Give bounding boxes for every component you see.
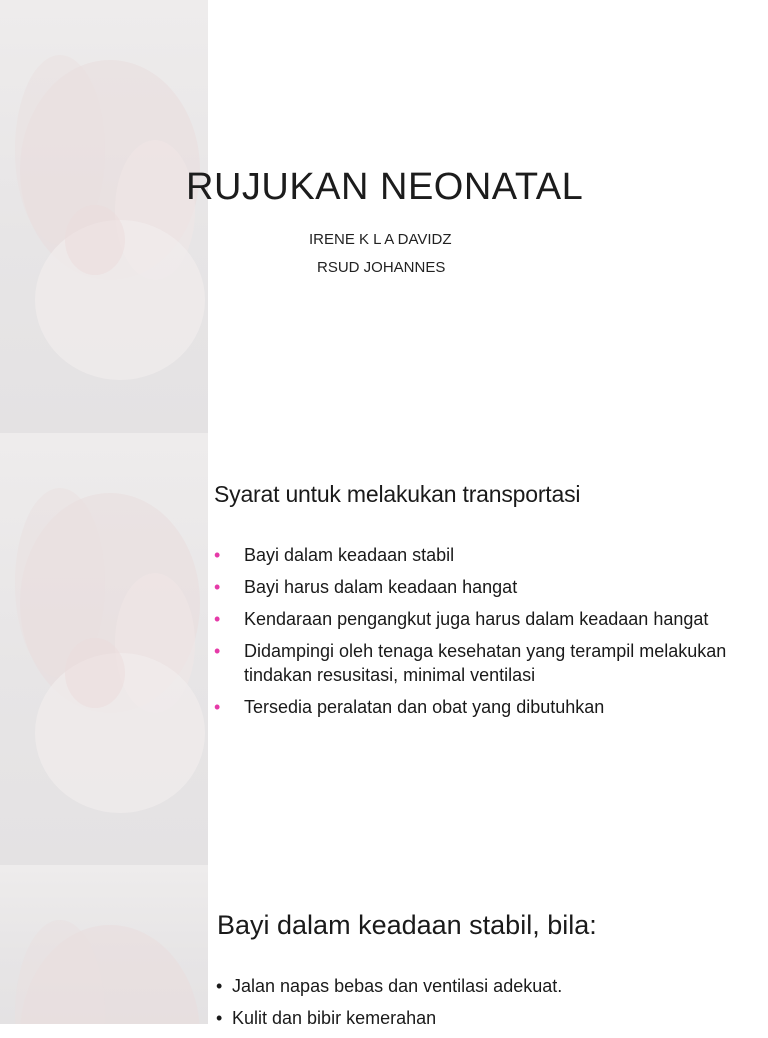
section-heading: Bayi dalam keadaan stabil, bila: bbox=[217, 910, 597, 940]
hands-holding-baby-feet-image bbox=[0, 0, 208, 433]
list-item: • Didampingi oleh tenaga kesehatan yang terampil melakukan tindakan resusitasi, minimal ventilasi bbox=[214, 641, 727, 685]
bullet-icon: • bbox=[214, 545, 221, 565]
stability-criteria-list bbox=[216, 974, 756, 1038]
bullet-icon: • bbox=[216, 976, 223, 996]
list-item: • Tersedia peralatan dan obat yang dibutuhkan bbox=[214, 697, 605, 717]
slide-1 bbox=[0, 0, 768, 433]
bullet-icon: • bbox=[214, 641, 221, 661]
bullet-icon: • bbox=[214, 609, 221, 629]
section-heading: Syarat untuk melakukan transportasi bbox=[214, 481, 581, 507]
list-item: • Bayi dalam keadaan stabil bbox=[214, 545, 455, 565]
list-item: • Bayi harus dalam keadaan hangat bbox=[214, 577, 518, 597]
hands-holding-baby-feet-image bbox=[0, 865, 208, 1024]
list-item: • Kulit dan bibir kemerahan bbox=[216, 1008, 437, 1028]
list-item: • Kendaraan pengangkut juga harus dalam keadaan hangat bbox=[214, 609, 709, 629]
author-name: IRENE K L A DAVIDZ bbox=[309, 231, 452, 248]
bullet-icon: • bbox=[214, 577, 221, 597]
bullet-icon: • bbox=[214, 697, 221, 717]
author-institution: RSUD JOHANNES bbox=[317, 259, 446, 276]
requirements-list bbox=[214, 543, 734, 727]
slide-title: RUJUKAN NEONATAL bbox=[186, 166, 584, 208]
hands-holding-baby-feet-image bbox=[0, 433, 208, 865]
bullet-icon: • bbox=[216, 1008, 223, 1028]
list-item: • Jalan napas bebas dan ventilasi adekuat. bbox=[216, 976, 563, 996]
